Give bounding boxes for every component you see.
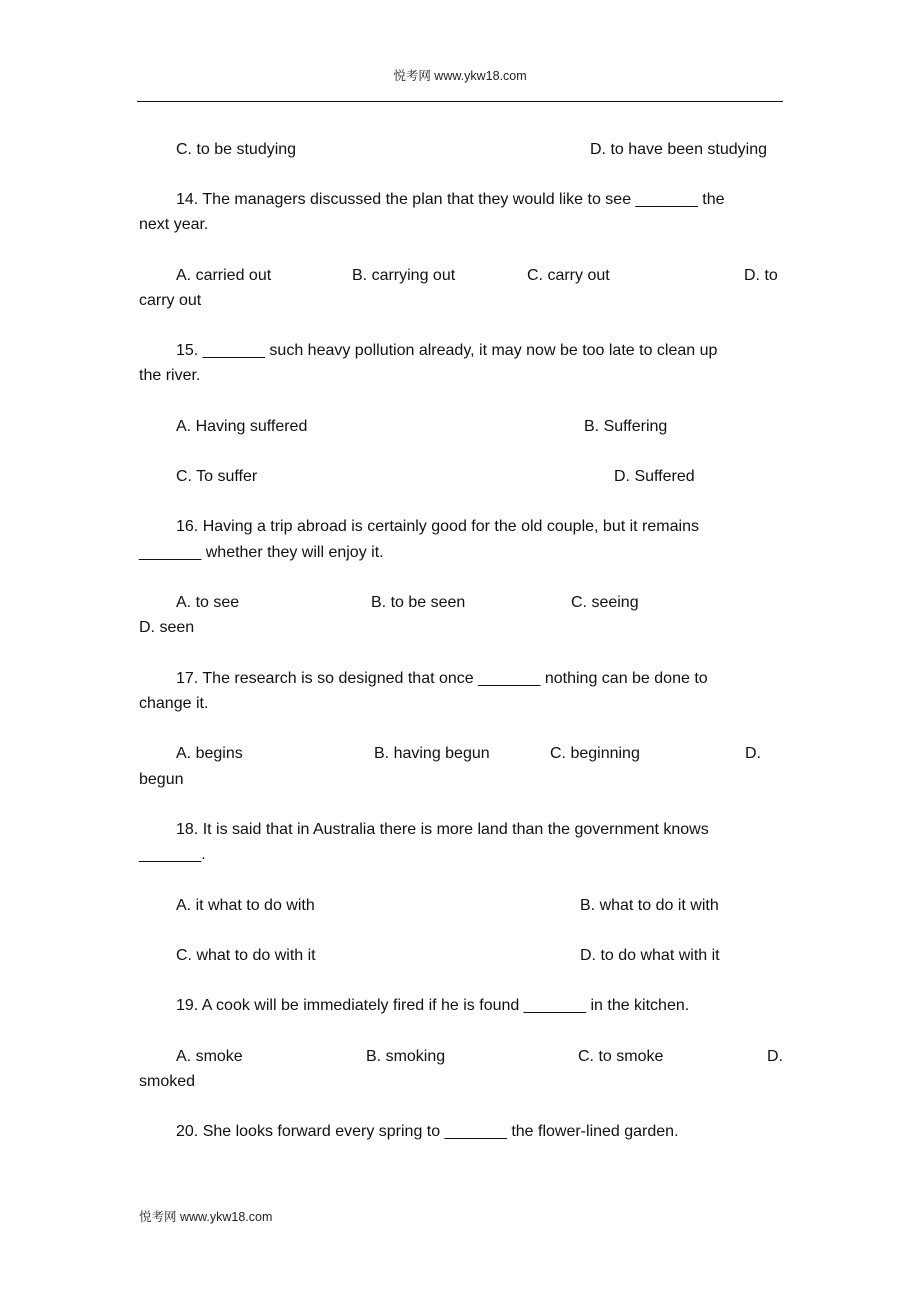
q18-option-a: A. it what to do with: [176, 897, 315, 914]
q15-stem-line1: 15. _______ such heavy pollution already, it may now be too late to clean up: [176, 342, 718, 359]
q18-option-b: B. what to do it with: [580, 897, 719, 914]
q17-stem-line2: change it.: [139, 695, 209, 712]
q17-option-a: A. begins: [176, 745, 243, 762]
q17-option-d-wrap: begun: [139, 771, 184, 788]
q14-stem-line1: 14. The managers discussed the plan that they would like to see _______ the: [176, 191, 725, 208]
q16-option-d: D. seen: [139, 619, 195, 636]
q16-option-b: B. to be seen: [371, 594, 466, 611]
q20-stem-line1: 20. She looks forward every spring to _______ the flower-lined garden.: [176, 1123, 679, 1140]
q13-option-d: D. to have been studying: [590, 141, 768, 158]
page-footer: 悦考网 www.ykw18.com: [139, 1210, 273, 1224]
q19-option-d-wrap: smoked: [139, 1073, 196, 1090]
q19-option-d: D.: [767, 1048, 783, 1065]
q17-option-d: D.: [745, 745, 761, 762]
q18-stem-line1: 18. It is said that in Australia there is more land than the government knows: [176, 821, 709, 838]
q16-option-a: A. to see: [176, 594, 240, 611]
q14-stem-line2: next year.: [139, 216, 209, 233]
q18-option-d: D. to do what with it: [580, 947, 720, 964]
header-rule: [137, 101, 783, 102]
q16-stem-line2: _______ whether they will enjoy it.: [139, 544, 384, 561]
q19-option-c: C. to smoke: [578, 1048, 664, 1065]
q15-option-b: B. Suffering: [584, 418, 668, 435]
q19-option-a: A. smoke: [176, 1048, 243, 1065]
q17-option-b: B. having begun: [374, 745, 490, 762]
page-header: 悦考网 www.ykw18.com: [393, 69, 527, 83]
q14-option-d-wrap: carry out: [139, 292, 202, 309]
q16-stem-line1: 16. Having a trip abroad is certainly good for the old couple, but it remains: [176, 518, 699, 535]
q14-option-d: D. to: [744, 267, 778, 284]
q14-option-b: B. carrying out: [352, 267, 456, 284]
q13-option-c: C. to be studying: [176, 141, 297, 158]
q18-stem-line2: _______.: [139, 846, 206, 863]
q15-option-d: D. Suffered: [614, 468, 695, 485]
q15-option-a: A. Having suffered: [176, 418, 308, 435]
q14-option-c: C. carry out: [527, 267, 610, 284]
q16-option-c: C. seeing: [571, 594, 639, 611]
q15-stem-line2: the river.: [139, 367, 201, 384]
q15-option-c: C. To suffer: [176, 468, 258, 485]
q17-stem-line1: 17. The research is so designed that once _______ nothing can be done to: [176, 670, 708, 687]
q19-stem-line1: 19. A cook will be immediately fired if he is found _______ in the kitchen.: [176, 997, 690, 1014]
q19-option-b: B. smoking: [366, 1048, 446, 1065]
q17-option-c: C. beginning: [550, 745, 640, 762]
q18-option-c: C. what to do with it: [176, 947, 316, 964]
q14-option-a: A. carried out: [176, 267, 272, 284]
